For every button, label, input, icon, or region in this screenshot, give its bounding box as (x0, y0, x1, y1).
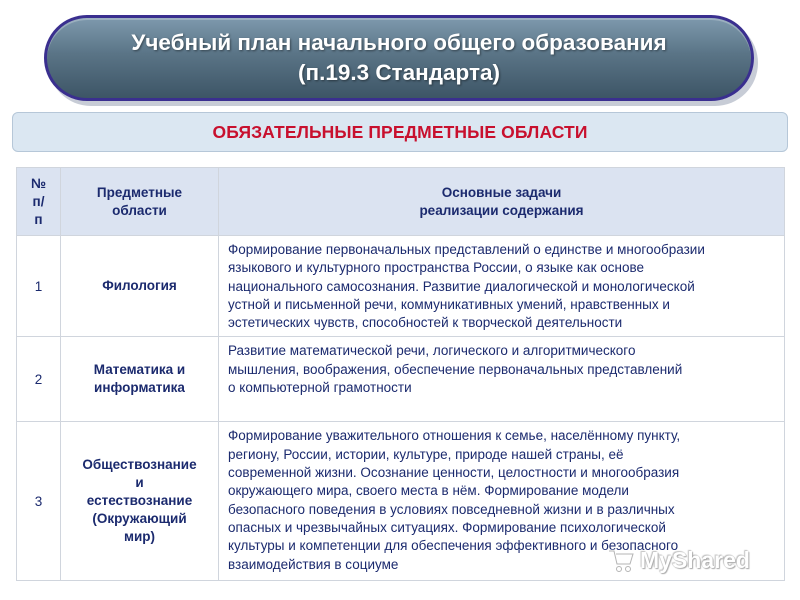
section-subheader: ОБЯЗАТЕЛЬНЫЕ ПРЕДМЕТНЫЕ ОБЛАСТИ (12, 112, 788, 152)
subject-area: Обществознание и естествознание (Окружающий мир) (61, 422, 219, 581)
slide-title (44, 15, 754, 101)
task-description: Развитие математической речи, логического и алгоритмического мышления, воображения, обеспечение первоначальных представлений о компьютерной грамотности (219, 337, 785, 422)
header-main-tasks: Основные задачи реализации содержания (219, 168, 785, 236)
title-line-2: (п.19.3 Стандарта) (297, 60, 501, 85)
header-number: № п/ п (17, 168, 61, 236)
row-number: 1 (17, 236, 61, 337)
header-subject-areas: Предметные области (61, 168, 219, 236)
table-row (17, 236, 785, 337)
table-row (17, 337, 785, 422)
watermark-text: MyShared (640, 546, 750, 573)
title-line-1: Учебный план начального общего образования (131, 30, 667, 55)
row-number: 2 (17, 337, 61, 422)
curriculum-table (16, 167, 785, 581)
subject-area: Математика и информатика (61, 337, 219, 422)
task-description: Формирование первоначальных представлений о единстве и многообразии языкового и культурного пространства России, о языке как основе национального самосознания. Развитие диалогической и монологической устной и письменной речи, коммуникативных умений, нравственных и эстетических чувств, способностей к творческой деятельности (219, 236, 785, 337)
subject-area: Филология (61, 236, 219, 337)
task-description: Формирование уважительного отношения к семье, населённому пункту, региону, России, истории, культуре, природе нашей страны, её современной жизни. Осознание ценности, целостности и многообразия окружающего мира, своего места в нём. Формирование модели безопасного поведения в условиях повседневной жизни и в различных опасных и чрезвычайных ситуациях. Формирование психологической культуры и компетенции для обеспечения эффективного и безопасного взаимодействия в социуме (219, 422, 785, 581)
table-row (17, 422, 785, 581)
row-number: 3 (17, 422, 61, 581)
table-header-row (17, 168, 785, 236)
